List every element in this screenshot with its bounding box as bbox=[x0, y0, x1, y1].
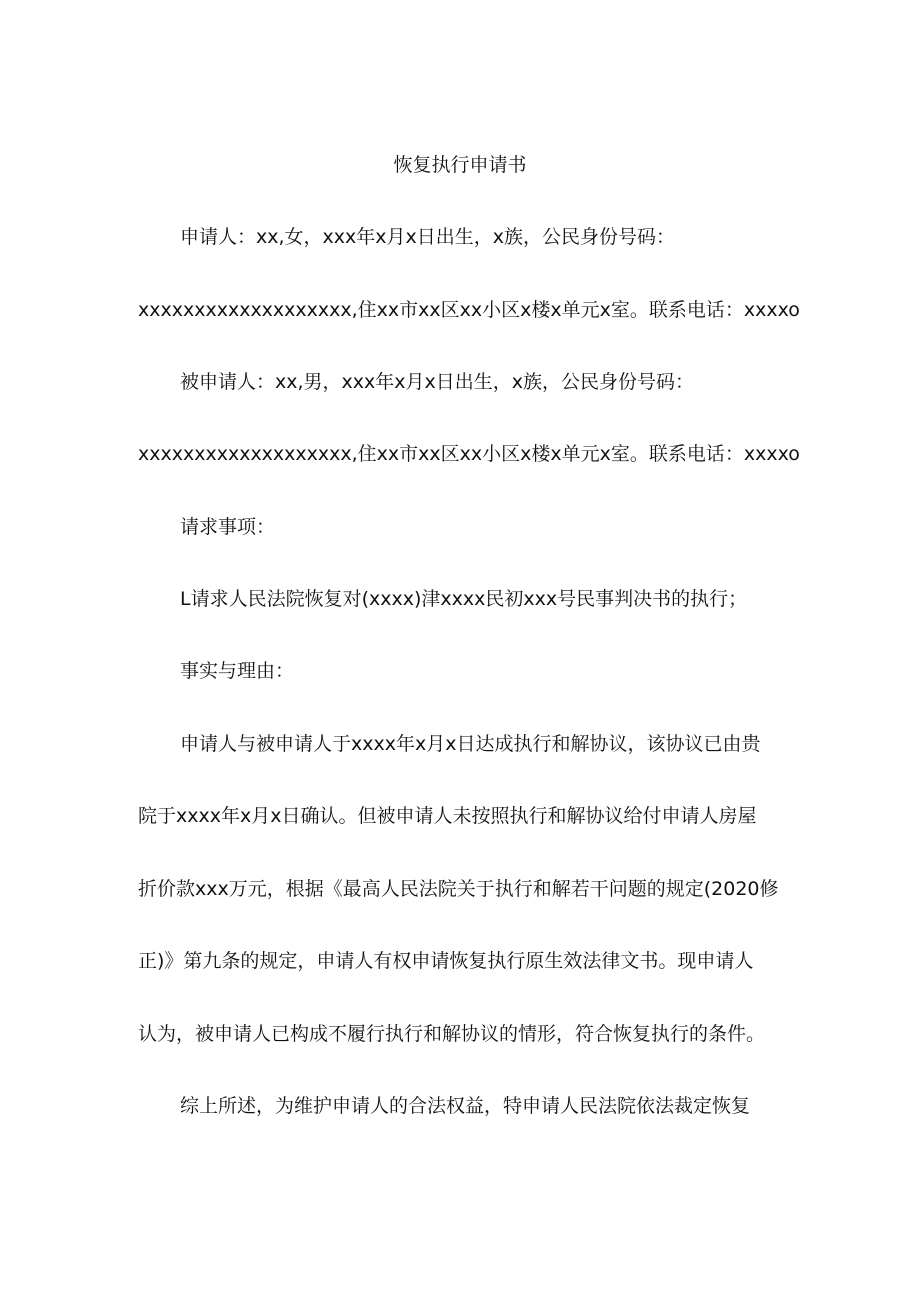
facts-paragraph-line: 折价款xxx万元，根据《最高人民法院关于执行和解若干问题的规定(2020修 bbox=[138, 878, 779, 900]
respondent-line-2: xxxxxxxxxxxxxxxxxxx,住xx市xx区xx小区x楼x单元x室。联系电话：xxxxo bbox=[138, 443, 800, 465]
facts-paragraph-line: 院于xxxx年x月x日确认。但被申请人未按照执行和解协议给付申请人房屋 bbox=[138, 805, 757, 827]
document-title: 恢复执行申请书 bbox=[393, 154, 527, 176]
facts-heading: 事实与理由： bbox=[180, 660, 295, 682]
facts-paragraph-line: 正)》第九条的规定，申请人有权申请恢复执行原生效法律文书。现申请人 bbox=[138, 950, 754, 972]
applicant-line-2: xxxxxxxxxxxxxxxxxxx,住xx市xx区xx小区x楼x单元x室。联系电话：xxxxo bbox=[138, 299, 800, 321]
request-item: L请求人民法院恢复对(xxxx)津xxxx民初xxx号民事判决书的执行； bbox=[180, 588, 748, 610]
respondent-line-1: 被申请人：xx,男，xxx年x月x日出生，x族，公民身份号码： bbox=[180, 371, 694, 393]
facts-paragraph-line: 认为，被申请人已构成不履行执行和解协议的情形，符合恢复执行的条件。 bbox=[138, 1023, 766, 1045]
requests-heading: 请求事项： bbox=[180, 516, 276, 538]
applicant-line-1: 申请人：xx,女，xxx年x月x日出生，x族，公民身份号码： bbox=[180, 226, 675, 248]
conclusion-line: 综上所述，为维护申请人的合法权益，特申请人民法院依法裁定恢复 bbox=[180, 1095, 751, 1117]
facts-paragraph-line: 申请人与被申请人于xxxx年x月x日达成执行和解协议，该协议已由贵 bbox=[180, 733, 761, 755]
